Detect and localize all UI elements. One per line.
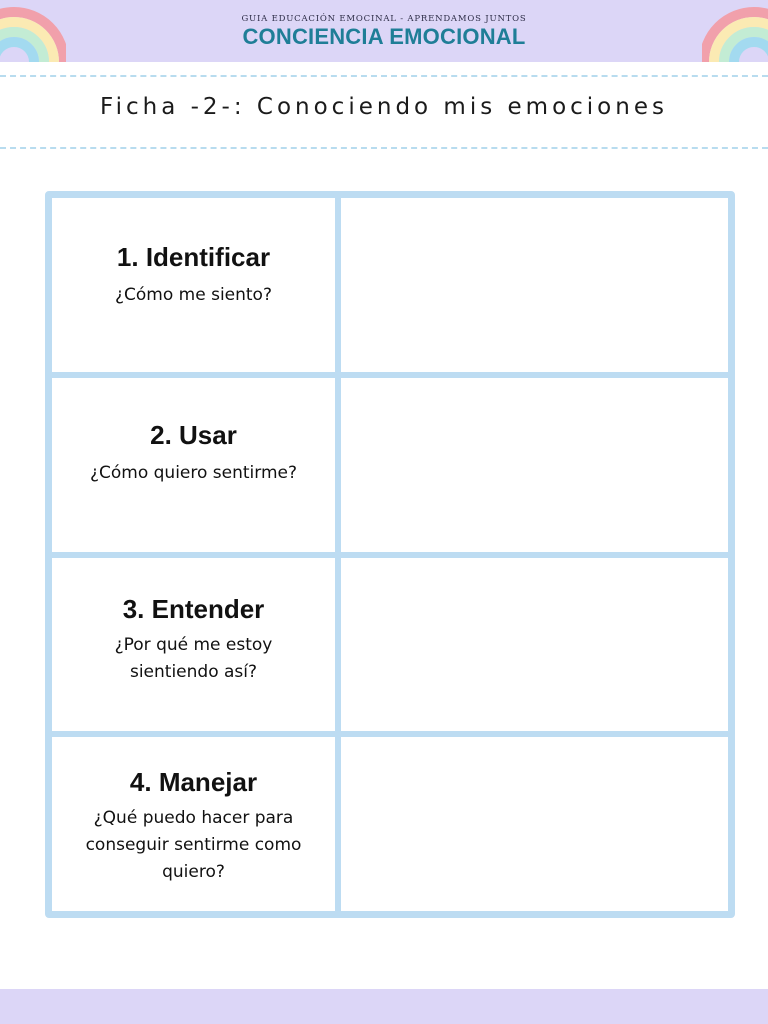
step-question: ¿Cómo me siento?: [115, 285, 272, 305]
dashed-divider: [0, 75, 768, 77]
footer-bar: [0, 989, 768, 1024]
step-cell-identificar: [52, 198, 335, 372]
answer-cell-4[interactable]: [341, 737, 728, 911]
worksheet-table: [45, 191, 735, 918]
step-question: ¿Qué puedo hacer para conseguir sentirme como quiero?: [85, 808, 302, 883]
step-heading: 3. Entender: [122, 593, 265, 624]
step-question: ¿Por qué me estoy sientiendo así?: [114, 634, 273, 682]
answer-cell-1[interactable]: [341, 198, 728, 372]
guide-title: CONCIENCIA EMOCIONAL: [242, 24, 526, 49]
worksheet-title: Ficha -2-: Conociendo mis emociones: [100, 94, 668, 120]
dashed-divider: [0, 147, 768, 149]
step-heading: 1. Identificar: [116, 242, 271, 272]
step-cell-usar: [52, 378, 335, 552]
step-heading: 4. Manejar: [129, 767, 258, 798]
step-cell-entender: [52, 558, 335, 732]
header-banner: [0, 0, 768, 62]
guide-subtitle: GUIA EDUCACIÓN EMOCINAL - APRENDAMOS JUNTOS: [241, 14, 527, 24]
answer-cell-2[interactable]: [341, 378, 728, 552]
step-cell-manejar: [52, 737, 335, 911]
step-heading: 2. Usar: [150, 419, 237, 450]
step-question: ¿Cómo quiero sentirme?: [89, 462, 298, 483]
answer-cell-3[interactable]: [341, 558, 728, 732]
